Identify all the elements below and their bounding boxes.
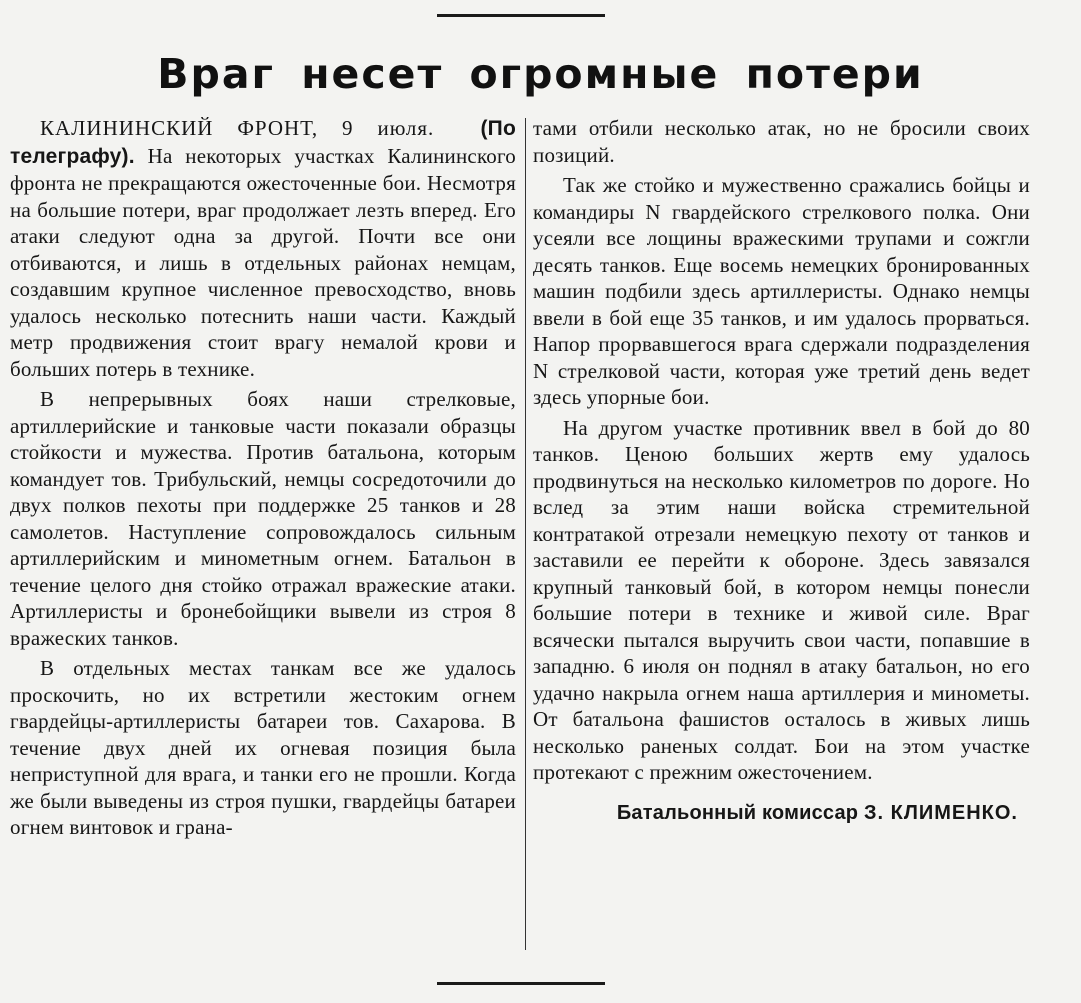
paragraph-3-start: В отдельных местах танкам все же удалось проскочить, но их встретили жестоким огнем гвардейцы-артиллеристы батареи тов. Сахарова. В течение двух дней их огневая позиция была неприступной для врага, и танки его не прошли. Когда же были выведены из строя пушки, гвардейцы батареи огнем винтовок и грана-	[10, 656, 516, 839]
top-rule	[437, 14, 605, 17]
signature-name: З. КЛИМЕНКО.	[863, 801, 1018, 824]
via-telegraph: (По телеграфу).	[10, 117, 516, 168]
paragraph-1	[10, 115, 516, 382]
paragraph-5: На другом участке противник ввел в бой до 80 танков. Ценою больших жертв ему удалось продвинуться на несколько километров по дороге. Но вслед за этим наши войска стремительной контратакой отрезали немецкую пехоту от танков и заставили ее перейти к обороне. Здесь завязался крупный танковый бой, в котором немцы понесли большие потери в технике и живой силе. Враг всячески пытался выручить свои части, попавшие в западню. 6 июля он поднял в атаку батальон, но его удачно накрыла огнем наша артиллерия и минометы. От батальона фашистов осталось в живых лишь несколько раненых солдат. Бои на этом участке протекают с прежним ожесточением.	[533, 415, 1030, 784]
paragraph-3-end: тами отбили несколько атак, но не бросили своих позиций.	[533, 116, 1030, 167]
right-column	[533, 115, 1030, 826]
paragraph-1-text: На некоторых участках Калининского фронта не прекращаются ожесточенные бои. Несмотря на большие потери, враг продолжает лезть вперед. Его атаки следуют одна за другой. Почти все они отбиваются, и лишь в отдельных районах немцам, создавшим крупное численное превосходство, вновь удалось несколько потеснить наши части. Каждый метр продвижения стоит врагу немалой крови и больших потерь в технике.	[10, 143, 516, 381]
paragraph-2: В непрерывных боях наши стрелковые, артиллерийские и танковые части показали образцы стойкости и мужества. Против батальона, которым командует тов. Трибульский, немцы сосредоточили до двух полков пехоты при поддержке 25 танков и 28 самолетов. Наступление сопровождалось сильным артиллерийским и минометным огнем. Батальон в течение целого дня стойко отражал вражеские атаки. Артиллеристы и бронебойщики вывели из строя 8 вражеских танков.	[10, 387, 516, 650]
left-column	[10, 115, 516, 841]
signature-title: Батальонный комиссар	[616, 801, 859, 824]
column-divider	[525, 118, 526, 950]
headline: Враг несет огромные потери	[157, 50, 924, 98]
paragraph-4: Так же стойко и мужественно сражались бойцы и командиры N гвардейского стрелкового полка. Они усеяли все лощины вражескими трупами и сожгли десять танков. Еще восемь немецких бронированных машин подбили здесь артиллеристы. Однако немцы ввели в бой еще 35 танков, и им удалось прорваться. Напор прорвавшегося врага сдержали подразделения N стрелковой части, которая уже третий день ведет здесь упорные бои.	[533, 173, 1030, 409]
bottom-rule	[437, 982, 605, 985]
signature	[533, 800, 1030, 827]
dateline: КАЛИНИНСКИЙ ФРОНТ, 9 июля.	[40, 116, 435, 140]
